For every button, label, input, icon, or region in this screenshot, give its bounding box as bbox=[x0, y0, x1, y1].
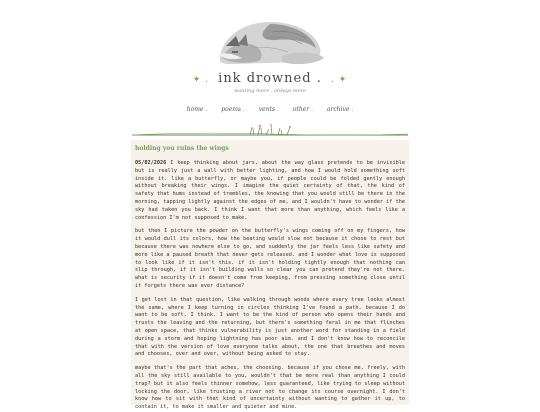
post-paragraph: I get lost in that question, like walking through woods where every tree looks almost the same, where I keep turning in circles thinking I've found a path. because I do want to be soft, I think. I want to be the kind of person who opens their hands and trusts the leaving and the returning, but there's something feral in me that flinches at open space, that thinks vulnerability is just another word for standing in a field during a storm and hoping lightning has poor aim. and I don't know how to reconcile that with the version of love everyone talks about, the one that breathes and moves and chooses, over and over, without being asked to stay. bbox=[135, 296, 405, 358]
site-header bbox=[0, 0, 540, 130]
site-title-text: ink drowned . bbox=[218, 71, 322, 86]
site-tagline: wanting more , always more bbox=[234, 88, 306, 94]
post-paragraph bbox=[135, 160, 405, 222]
left-ornament: ✦ . bbox=[192, 75, 210, 85]
post-title: holding you ruins the wings bbox=[135, 145, 229, 152]
site-title bbox=[0, 71, 540, 86]
nav-home[interactable]: home . bbox=[187, 106, 208, 113]
nav-other[interactable]: other . bbox=[293, 106, 313, 113]
post-date: 05/02/2026 bbox=[135, 160, 167, 166]
post-paragraph-text: I keep thinking about jars, about the way glass pretends to be invisible but is really just a wall with better lighting, and how I would hold something soft inside it. like a butterfly, or maybe you, if people could be folded gently enough without breaking their wings. I imagine the quiet certainty of that, the kind of safety that hums instead of trembles, the knowing that you would still be there in the morning, tapping lightly against the edges of me, and I wouldn't have to wonder if the sky had taken you back. I think I want that more than anything, which feels like a confession I'm not supposed to make. bbox=[135, 160, 405, 221]
nav-archive[interactable]: archive . bbox=[327, 106, 353, 113]
right-ornament: . ✦ bbox=[330, 75, 348, 85]
post-paragraph: maybe that's the part that aches, the choosing. because if you chose me, freely, with all the sky still available to you, wouldn't that be more real than anything I could trap? but it also feels thinner somehow, less guaranteed, like trying to sleep without locking the door, like trusting a river not to change its course overnight. I don't know how to sit with that kind of uncertainty without wanting to gather it up, to contain it, to make it smaller and quieter and mine. bbox=[135, 365, 405, 411]
grass-divider bbox=[132, 123, 408, 139]
main-nav bbox=[0, 106, 540, 113]
nav-vents[interactable]: vents . bbox=[259, 106, 279, 113]
post-content bbox=[131, 140, 409, 411]
sleeping-fox-illustration bbox=[212, 8, 328, 70]
post-paragraph: but then I picture the powder on the butterfly's wings coming off on my fingers, how it would dull its colors, how the beating would slow not because it chose to rest but because there was nowhere else to go, and suddenly the jar feels less like safety and more like a paused breath that never gets released. and I wonder what love is supposed to look like if it isn't this. if it isn't holding tightly enough that nothing can slip through, if it isn't building walls so clear you can pretend they're not there. what is security if it doesn't come from keeping, from pressing something close until it forgets there was ever distance? bbox=[135, 228, 405, 289]
nav-poems[interactable]: poems . bbox=[221, 106, 245, 113]
